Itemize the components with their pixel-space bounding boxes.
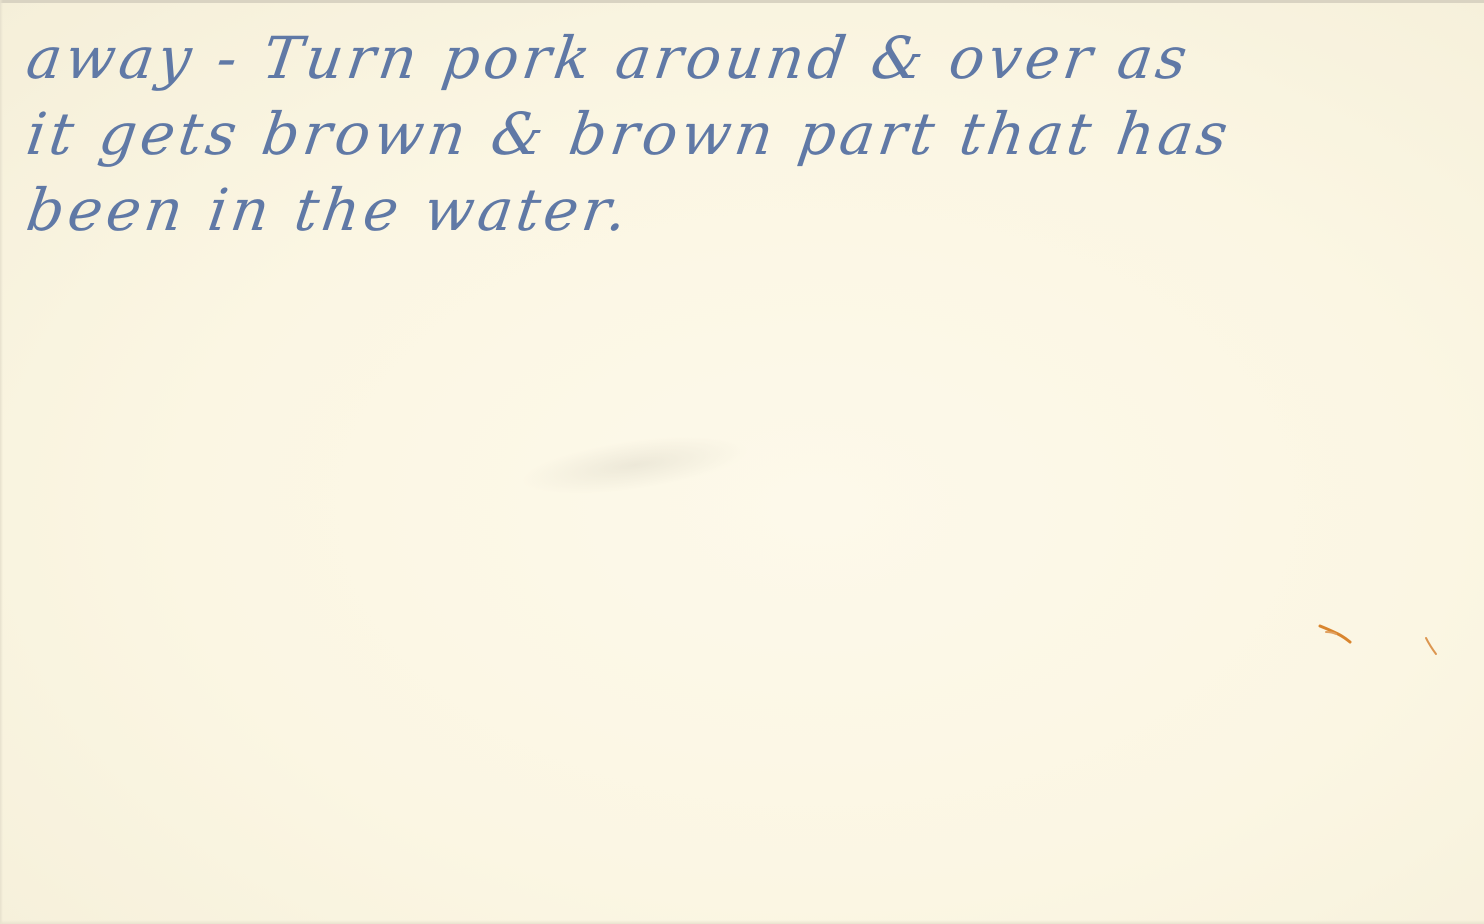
card-left-edge xyxy=(0,0,3,924)
card-bottom-edge xyxy=(0,920,1484,924)
handwritten-line-2: it gets brown & brown part that has xyxy=(22,100,1236,168)
rust-stain-mark xyxy=(1318,622,1352,644)
rust-stain-small xyxy=(1424,636,1438,656)
handwritten-line-1: away - Turn pork around & over as xyxy=(22,24,1196,92)
card-top-edge xyxy=(0,0,1484,3)
handwritten-line-3: been in the water. xyxy=(22,176,636,244)
paper-smudge xyxy=(518,424,753,506)
handwritten-text xyxy=(22,20,1462,248)
